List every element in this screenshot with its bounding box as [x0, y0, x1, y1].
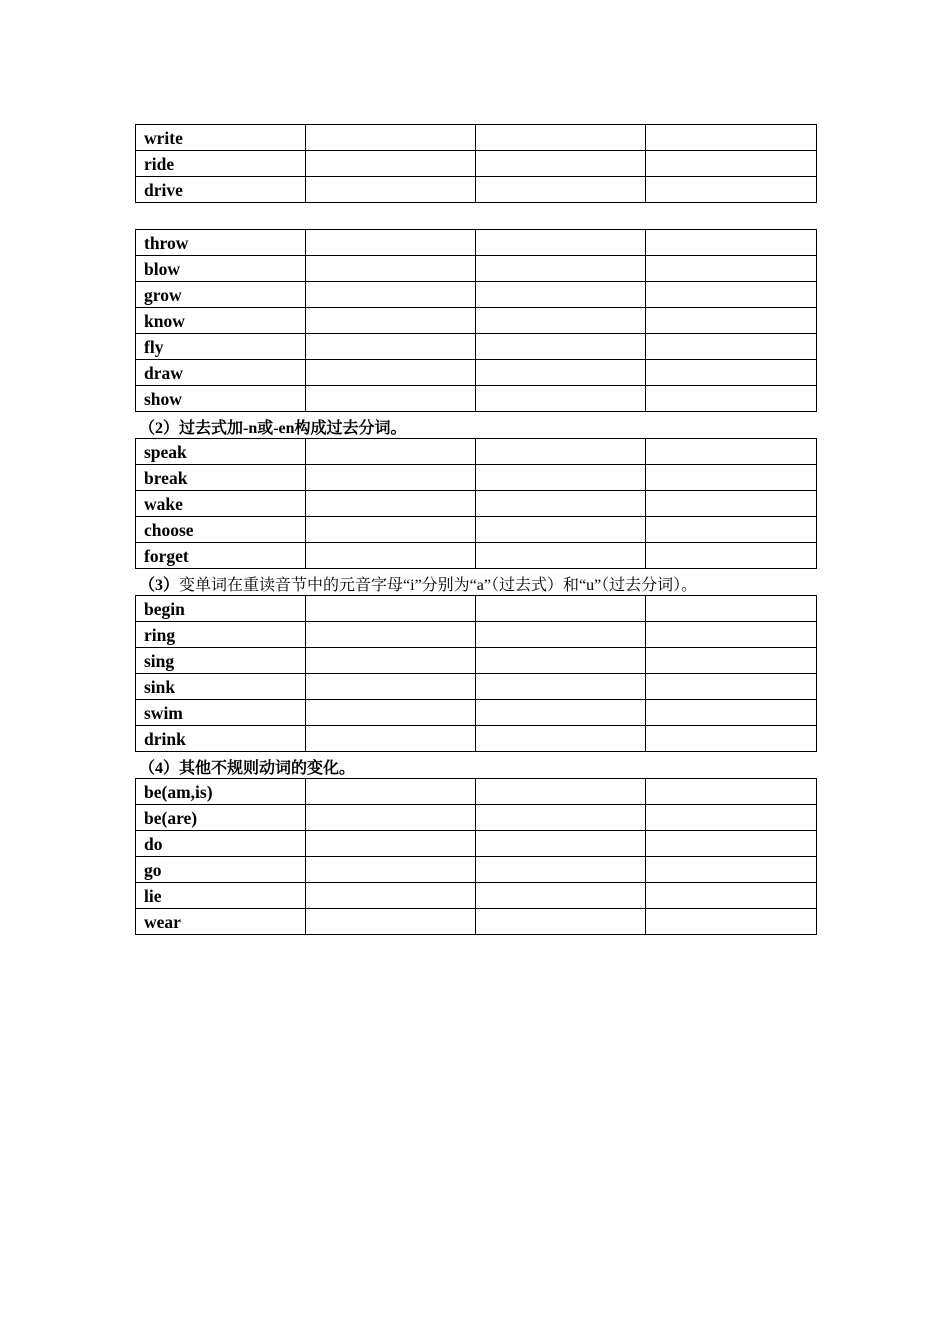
table-row	[136, 805, 817, 831]
verb-cell: throw	[136, 230, 306, 256]
verb-section-2	[135, 203, 816, 412]
verb-cell: ride	[136, 151, 306, 177]
past-participle-cell	[476, 831, 646, 857]
meaning-cell	[646, 517, 817, 543]
verb-table-4	[135, 595, 817, 752]
verb-cell: wear	[136, 909, 306, 935]
table-row	[136, 596, 817, 622]
verb-cell: be(are)	[136, 805, 306, 831]
past-tense-cell	[306, 308, 476, 334]
past-participle-cell	[476, 491, 646, 517]
table-row	[136, 360, 817, 386]
past-tense-cell	[306, 543, 476, 569]
past-tense-cell	[306, 674, 476, 700]
past-participle-cell	[476, 700, 646, 726]
section-caption: （2）过去式加-n或-en构成过去分词。	[139, 420, 407, 437]
verb-section-5	[135, 752, 816, 935]
table-row	[136, 517, 817, 543]
worksheet-page	[135, 124, 816, 935]
table-row	[136, 909, 817, 935]
table-row	[136, 334, 817, 360]
meaning-cell	[646, 125, 817, 151]
past-tense-cell	[306, 517, 476, 543]
table-row	[136, 726, 817, 752]
table-row	[136, 648, 817, 674]
meaning-cell	[646, 491, 817, 517]
meaning-cell	[646, 726, 817, 752]
verb-cell: blow	[136, 256, 306, 282]
past-tense-cell	[306, 151, 476, 177]
past-participle-cell	[476, 439, 646, 465]
past-participle-cell	[476, 779, 646, 805]
past-participle-cell	[476, 909, 646, 935]
verb-cell: write	[136, 125, 306, 151]
verb-cell: choose	[136, 517, 306, 543]
past-tense-cell	[306, 909, 476, 935]
verb-cell: begin	[136, 596, 306, 622]
table-row	[136, 831, 817, 857]
table-row	[136, 151, 817, 177]
meaning-cell	[646, 831, 817, 857]
verb-cell: wake	[136, 491, 306, 517]
table-row	[136, 125, 817, 151]
verb-cell: drive	[136, 177, 306, 203]
past-participle-cell	[476, 230, 646, 256]
verb-cell: speak	[136, 439, 306, 465]
meaning-cell	[646, 674, 817, 700]
meaning-cell	[646, 543, 817, 569]
verb-cell: fly	[136, 334, 306, 360]
table-row	[136, 700, 817, 726]
verb-cell: show	[136, 386, 306, 412]
verb-cell: sink	[136, 674, 306, 700]
past-participle-cell	[476, 256, 646, 282]
meaning-cell	[646, 596, 817, 622]
past-participle-cell	[476, 386, 646, 412]
table-row	[136, 256, 817, 282]
table-row	[136, 282, 817, 308]
meaning-cell	[646, 177, 817, 203]
meaning-cell	[646, 648, 817, 674]
meaning-cell	[646, 622, 817, 648]
past-participle-cell	[476, 334, 646, 360]
past-participle-cell	[476, 674, 646, 700]
past-participle-cell	[476, 177, 646, 203]
meaning-cell	[646, 256, 817, 282]
past-tense-cell	[306, 230, 476, 256]
section-caption-text: 变单词在重读音节中的元音字母“i”分别为“a”（过去式）和“u”（过去分词）。	[179, 577, 698, 594]
past-tense-cell	[306, 334, 476, 360]
past-tense-cell	[306, 622, 476, 648]
meaning-cell	[646, 779, 817, 805]
table-row	[136, 883, 817, 909]
past-tense-cell	[306, 726, 476, 752]
past-tense-cell	[306, 779, 476, 805]
table-row	[136, 177, 817, 203]
verb-cell: go	[136, 857, 306, 883]
meaning-cell	[646, 334, 817, 360]
verb-cell: draw	[136, 360, 306, 386]
meaning-cell	[646, 282, 817, 308]
verb-section-3	[135, 412, 816, 569]
verb-table-5	[135, 778, 817, 935]
past-tense-cell	[306, 883, 476, 909]
meaning-cell	[646, 805, 817, 831]
section-caption-number: （3）	[139, 577, 180, 594]
table-row	[136, 857, 817, 883]
past-participle-cell	[476, 543, 646, 569]
verb-table-1	[135, 124, 817, 203]
verb-cell: lie	[136, 883, 306, 909]
section-caption	[135, 569, 816, 595]
verb-cell: drink	[136, 726, 306, 752]
past-participle-cell	[476, 465, 646, 491]
meaning-cell	[646, 700, 817, 726]
meaning-cell	[646, 386, 817, 412]
past-tense-cell	[306, 648, 476, 674]
section-spacer	[135, 203, 816, 229]
verb-cell: sing	[136, 648, 306, 674]
verb-table-3	[135, 438, 817, 569]
past-participle-cell	[476, 648, 646, 674]
verb-section-4	[135, 569, 816, 752]
verb-cell: ring	[136, 622, 306, 648]
past-tense-cell	[306, 282, 476, 308]
meaning-cell	[646, 308, 817, 334]
past-participle-cell	[476, 517, 646, 543]
table-row	[136, 386, 817, 412]
past-participle-cell	[476, 360, 646, 386]
past-tense-cell	[306, 125, 476, 151]
past-participle-cell	[476, 622, 646, 648]
section-caption: （4）其他不规则动词的变化。	[139, 760, 356, 777]
past-participle-cell	[476, 857, 646, 883]
meaning-cell	[646, 909, 817, 935]
past-participle-cell	[476, 883, 646, 909]
table-row	[136, 230, 817, 256]
verb-cell: forget	[136, 543, 306, 569]
verb-section-1	[135, 124, 816, 203]
past-tense-cell	[306, 256, 476, 282]
verb-cell: swim	[136, 700, 306, 726]
table-row	[136, 674, 817, 700]
past-tense-cell	[306, 491, 476, 517]
meaning-cell	[646, 465, 817, 491]
past-tense-cell	[306, 857, 476, 883]
table-row	[136, 491, 817, 517]
verb-cell: know	[136, 308, 306, 334]
past-participle-cell	[476, 596, 646, 622]
table-row	[136, 465, 817, 491]
table-row	[136, 439, 817, 465]
table-row	[136, 543, 817, 569]
verb-cell: do	[136, 831, 306, 857]
past-tense-cell	[306, 439, 476, 465]
past-tense-cell	[306, 386, 476, 412]
past-tense-cell	[306, 596, 476, 622]
meaning-cell	[646, 857, 817, 883]
past-participle-cell	[476, 805, 646, 831]
verb-cell: break	[136, 465, 306, 491]
past-participle-cell	[476, 726, 646, 752]
past-tense-cell	[306, 465, 476, 491]
past-tense-cell	[306, 360, 476, 386]
meaning-cell	[646, 883, 817, 909]
past-tense-cell	[306, 805, 476, 831]
table-row	[136, 622, 817, 648]
table-row	[136, 779, 817, 805]
past-participle-cell	[476, 282, 646, 308]
meaning-cell	[646, 230, 817, 256]
past-participle-cell	[476, 125, 646, 151]
verb-table-2	[135, 229, 817, 412]
meaning-cell	[646, 151, 817, 177]
meaning-cell	[646, 439, 817, 465]
past-participle-cell	[476, 151, 646, 177]
past-tense-cell	[306, 177, 476, 203]
meaning-cell	[646, 360, 817, 386]
table-row	[136, 308, 817, 334]
verb-cell: grow	[136, 282, 306, 308]
past-participle-cell	[476, 308, 646, 334]
past-tense-cell	[306, 700, 476, 726]
verb-cell: be(am,is)	[136, 779, 306, 805]
past-tense-cell	[306, 831, 476, 857]
